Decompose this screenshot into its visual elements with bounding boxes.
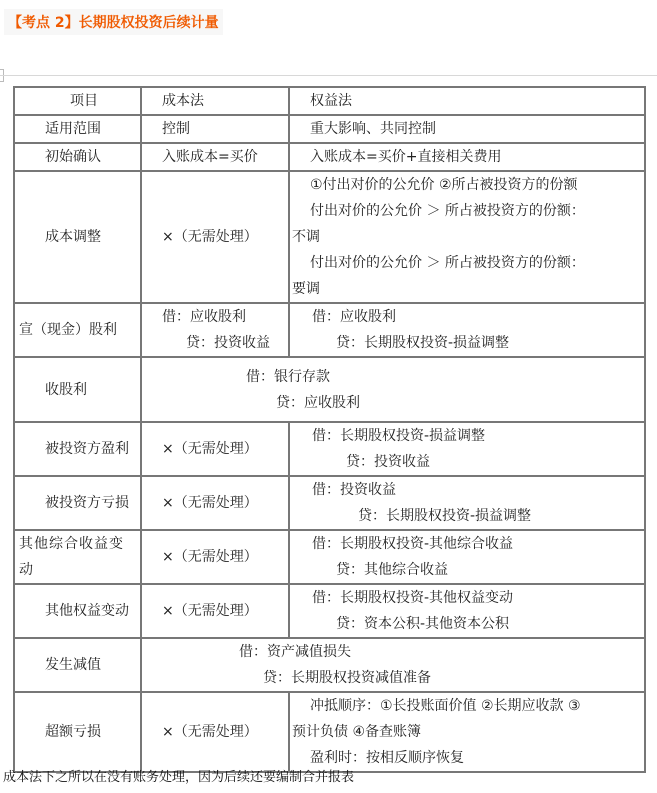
row-cost: ×（无需处理） <box>141 422 289 476</box>
row-item: 适用范围 <box>14 115 141 143</box>
row-equity: 入账成本=买价+直接相关费用 <box>289 143 645 171</box>
row-cost: ×（无需处理） <box>141 584 289 638</box>
table-row <box>14 357 645 422</box>
row-equity: 借：长期股权投资-损益调整 贷：投资收益 <box>289 422 645 476</box>
row-item: 成本调整 <box>14 171 141 303</box>
table-row <box>14 692 645 772</box>
row-cost: ×（无需处理） <box>141 476 289 530</box>
table-row <box>14 115 645 143</box>
row-cost: 入账成本=买价 <box>141 143 289 171</box>
header-item: 项目 <box>14 87 141 115</box>
table-row <box>14 476 645 530</box>
row-cost: 借：应收股利 贷：投资收益 <box>141 303 289 357</box>
row-equity: 重大影响、共同控制 <box>289 115 645 143</box>
row-item: 宣（现金）股利 <box>14 303 141 357</box>
row-equity: 借：应收股利 贷：长期股权投资-损益调整 <box>289 303 645 357</box>
row-item: 被投资方亏损 <box>14 476 141 530</box>
row-merged: 借：资产减值损失 贷：长期股权投资减值准备 <box>141 638 645 692</box>
row-item: 其他权益变动 <box>14 584 141 638</box>
row-equity: 冲抵顺序：①长投账面价值 ②长期应收款 ③ 预计负债 ④备查账簿 盈利时：按相反顺序恢复 <box>289 692 645 772</box>
row-item: 收股利 <box>14 357 141 422</box>
divider <box>0 75 657 76</box>
row-item: 被投资方盈利 <box>14 422 141 476</box>
table-row <box>14 638 645 692</box>
table-row <box>14 171 645 303</box>
row-item: 超额亏损 <box>14 692 141 772</box>
row-equity: ①付出对价的公允价 ②所占被投资方的份额 付出对价的公允价 ＞ 所占被投资方的份额： 不调 付出对价的公允价 ＞ 所占被投资方的份额： 要调 <box>289 171 645 303</box>
table-row <box>14 530 645 584</box>
table-header-row <box>14 87 645 115</box>
row-equity: 借：长期股权投资-其他综合收益 贷：其他综合收益 <box>289 530 645 584</box>
row-item: 初始确认 <box>14 143 141 171</box>
row-cost: ×（无需处理） <box>141 171 289 303</box>
row-merged: 借：银行存款 贷：应收股利 <box>141 357 645 422</box>
row-equity: 借：长期股权投资-其他权益变动 贷：资本公积-其他资本公积 <box>289 584 645 638</box>
row-item: 其他综合收益变动 <box>14 530 141 584</box>
row-equity: 借：投资收益 贷：长期股权投资-损益调整 <box>289 476 645 530</box>
row-cost: 控制 <box>141 115 289 143</box>
header-equity: 权益法 <box>289 87 645 115</box>
header-cost: 成本法 <box>141 87 289 115</box>
row-cost: ×（无需处理） <box>141 692 289 772</box>
table-row <box>14 143 645 171</box>
table-row <box>14 422 645 476</box>
table-row <box>14 303 645 357</box>
table-row <box>14 584 645 638</box>
row-cost: ×（无需处理） <box>141 530 289 584</box>
row-item: 发生减值 <box>14 638 141 692</box>
footer-note: 成本法下之所以在没有账务处理，因为后续还要编制合并报表 <box>3 770 355 785</box>
comparison-table <box>13 86 646 773</box>
section-title: 【考点 2】长期股权投资后续计量 <box>4 9 223 35</box>
